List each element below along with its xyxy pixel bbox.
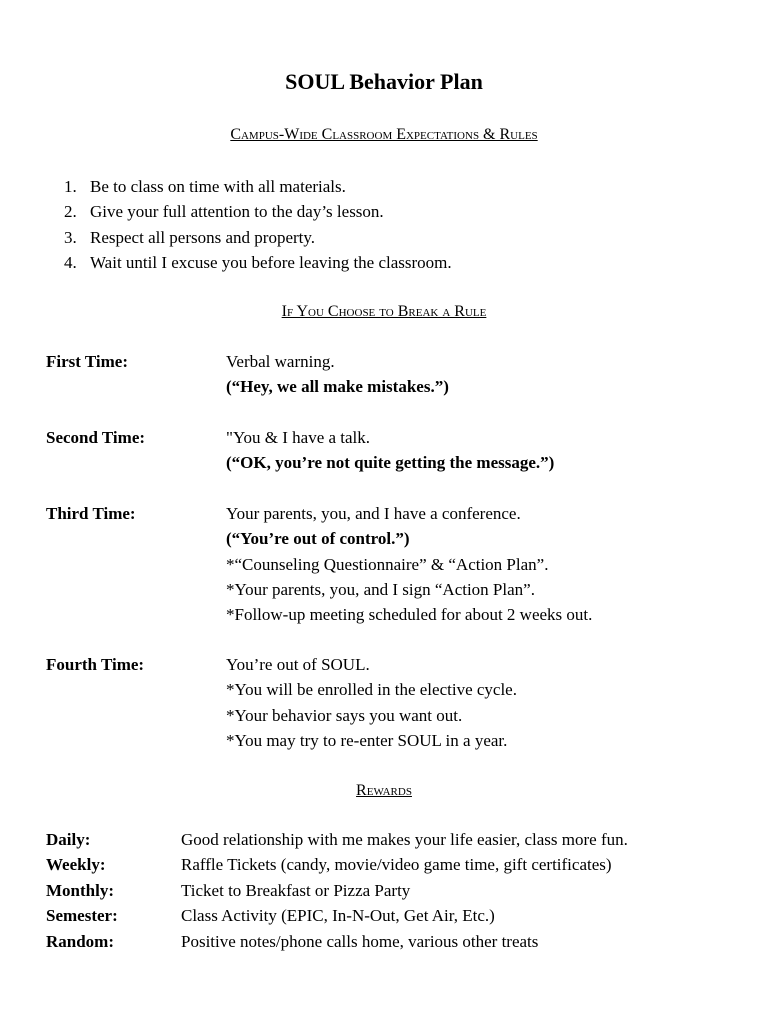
rule-item [64,174,452,199]
rule-item [64,199,452,224]
consequence-label: Fourth Time: [46,655,145,674]
consequence-details [226,425,746,476]
rule-text: Be to class on time with all materials. [90,177,346,196]
consequence-line: *You will be enrolled in the elective cycle. [226,680,517,700]
rule-text: Wait until I excuse you before leaving the classroom. [90,252,452,272]
consequence-line: *Follow-up meeting scheduled for about 2 weeks out. [226,605,593,625]
rewards-list [46,827,746,954]
reward-value: Positive notes/phone calls home, various other treats [181,931,539,951]
consequence-label: Second Time: [46,428,146,447]
consequence-details [226,652,746,753]
consequence-line: *“Counseling Questionnaire” & “Action Plan”. [226,554,549,574]
consequence-line: *Your behavior says you want out. [226,705,463,725]
consequence-label: Third Time: [46,504,136,523]
reward-label: Weekly: [46,855,106,875]
reward-row [46,903,746,928]
rule-item [64,225,452,250]
consequence-details [226,349,746,400]
consequence-quote: (“OK, you’re not quite getting the message.”) [226,453,555,473]
rule-number: 3. [64,227,77,247]
consequences-heading: If You Choose to Break a Rule [281,303,487,320]
document-title: SOUL Behavior Plan [285,69,483,94]
reward-label: Semester: [46,906,118,926]
reward-label: Daily: [46,830,91,849]
consequence-details [226,501,746,627]
rule-number: 4. [64,252,77,272]
consequence-line: You’re out of SOUL. [226,655,370,674]
rule-text: Respect all persons and property. [90,227,316,247]
reward-value: Good relationship with me makes your life easier, class more fun. [181,830,628,849]
reward-row [46,929,746,954]
rules-list [64,174,452,275]
reward-row [46,852,746,877]
rule-text: Give your full attention to the day’s lesson. [90,202,384,222]
reward-row [46,827,746,852]
reward-row [46,878,746,903]
consequence-label: First Time: [46,352,128,371]
rule-number: 2. [64,202,77,222]
consequence-quote: (“You’re out of control.”) [226,529,410,549]
consequence-line: Your parents, you, and I have a conference. [226,504,521,523]
rule-item [64,250,452,275]
reward-value: Class Activity (EPIC, In-N-Out, Get Air, Etc.) [181,906,495,926]
consequence-line: "You & I have a talk. [226,428,371,447]
reward-value: Raffle Tickets (candy, movie/video game time, gift certificates) [181,855,612,875]
expectations-heading: Campus-Wide Classroom Expectations & Rules [230,126,538,143]
rewards-heading: Rewards [356,782,412,799]
consequence-quote: (“Hey, we all make mistakes.”) [226,377,449,397]
reward-label: Monthly: [46,880,114,900]
consequence-line: *You may try to re-enter SOUL in a year. [226,730,508,750]
consequence-line: *Your parents, you, and I sign “Action Plan”. [226,579,535,599]
reward-label: Random: [46,931,115,951]
reward-value: Ticket to Breakfast or Pizza Party [181,880,411,900]
rule-number: 1. [64,177,77,196]
consequence-line: Verbal warning. [226,352,335,371]
